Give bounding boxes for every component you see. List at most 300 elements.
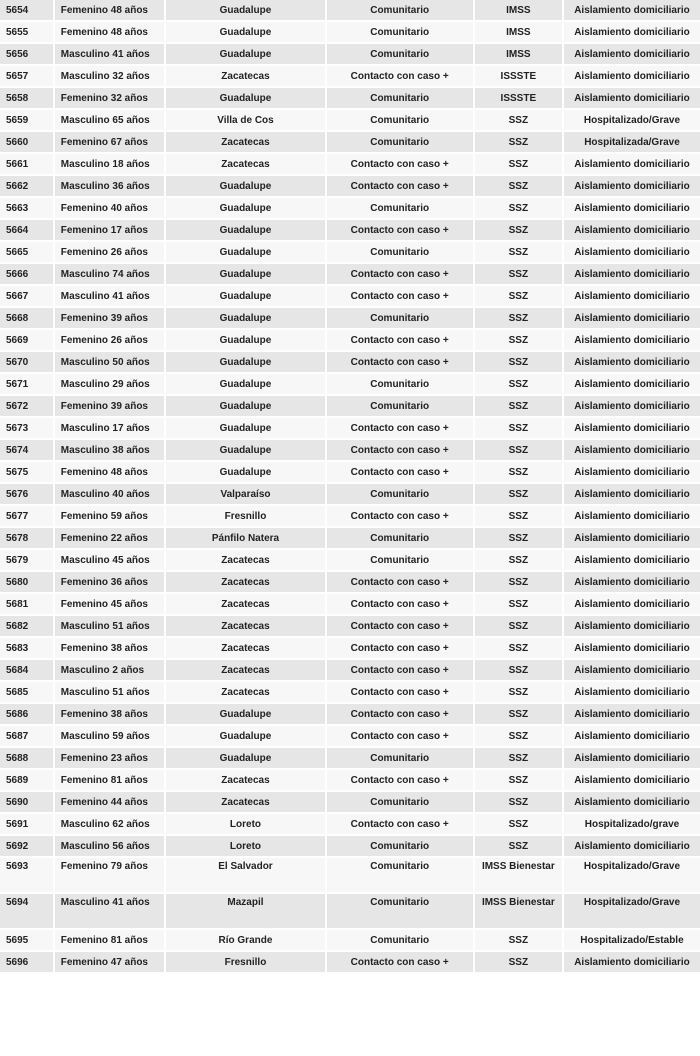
table-row (0, 616, 700, 636)
table-row (0, 286, 700, 306)
case-sex-age-cell: Femenino 23 años (55, 748, 165, 768)
case-id-cell: 5656 (0, 44, 53, 64)
contagion-source-cell: Comunitario (327, 550, 473, 570)
contagion-source-cell: Comunitario (327, 308, 473, 328)
municipality-cell: Zacatecas (166, 638, 324, 658)
contagion-source-cell: Comunitario (327, 396, 473, 416)
municipality-cell: Guadalupe (166, 726, 324, 746)
institution-cell: SSZ (475, 836, 562, 856)
table-row (0, 952, 700, 972)
case-id-cell: 5688 (0, 748, 53, 768)
table-row (0, 396, 700, 416)
table-row (0, 704, 700, 724)
institution-cell: SSZ (475, 352, 562, 372)
municipality-cell: Guadalupe (166, 352, 324, 372)
case-id-cell: 5686 (0, 704, 53, 724)
case-sex-age-cell: Masculino 32 años (55, 66, 165, 86)
contagion-source-cell: Contacto con caso + (327, 682, 473, 702)
institution-cell: SSZ (475, 462, 562, 482)
case-id-cell: 5687 (0, 726, 53, 746)
case-id-cell: 5657 (0, 66, 53, 86)
municipality-cell: Pánfilo Natera (166, 528, 324, 548)
case-sex-age-cell: Masculino 51 años (55, 616, 165, 636)
case-sex-age-cell: Masculino 29 años (55, 374, 165, 394)
contagion-source-cell: Contacto con caso + (327, 660, 473, 680)
institution-cell: SSZ (475, 660, 562, 680)
contagion-source-cell: Comunitario (327, 110, 473, 130)
case-sex-age-cell: Femenino 79 años (55, 858, 165, 892)
status-cell: Hospitalizado/Estable (564, 930, 700, 950)
case-sex-age-cell: Masculino 74 años (55, 264, 165, 284)
case-sex-age-cell: Femenino 39 años (55, 308, 165, 328)
case-id-cell: 5663 (0, 198, 53, 218)
table-row (0, 0, 700, 20)
municipality-cell: Zacatecas (166, 66, 324, 86)
institution-cell: ISSSTE (475, 88, 562, 108)
institution-cell: SSZ (475, 930, 562, 950)
case-id-cell: 5677 (0, 506, 53, 526)
contagion-source-cell: Contacto con caso + (327, 616, 473, 636)
case-id-cell: 5664 (0, 220, 53, 240)
municipality-cell: Zacatecas (166, 594, 324, 614)
table-row (0, 44, 700, 64)
municipality-cell: Fresnillo (166, 506, 324, 526)
case-id-cell: 5681 (0, 594, 53, 614)
contagion-source-cell: Comunitario (327, 44, 473, 64)
status-cell: Aislamiento domiciliario (564, 374, 700, 394)
contagion-source-cell: Comunitario (327, 374, 473, 394)
status-cell: Aislamiento domiciliario (564, 396, 700, 416)
table-row (0, 176, 700, 196)
case-sex-age-cell: Masculino 41 años (55, 894, 165, 928)
case-id-cell: 5668 (0, 308, 53, 328)
table-row (0, 220, 700, 240)
status-cell: Aislamiento domiciliario (564, 506, 700, 526)
case-id-cell: 5658 (0, 88, 53, 108)
case-id-cell: 5689 (0, 770, 53, 790)
institution-cell: SSZ (475, 396, 562, 416)
municipality-cell: Guadalupe (166, 418, 324, 438)
table-row (0, 572, 700, 592)
table-row (0, 484, 700, 504)
case-sex-age-cell: Masculino 45 años (55, 550, 165, 570)
institution-cell: SSZ (475, 814, 562, 834)
contagion-source-cell: Contacto con caso + (327, 440, 473, 460)
institution-cell: SSZ (475, 110, 562, 130)
table-row (0, 638, 700, 658)
case-id-cell: 5683 (0, 638, 53, 658)
status-cell: Aislamiento domiciliario (564, 220, 700, 240)
table-row (0, 198, 700, 218)
status-cell: Aislamiento domiciliario (564, 704, 700, 724)
municipality-cell: Zacatecas (166, 660, 324, 680)
status-cell: Hospitalizado/grave (564, 814, 700, 834)
case-sex-age-cell: Masculino 51 años (55, 682, 165, 702)
institution-cell: SSZ (475, 770, 562, 790)
case-sex-age-cell: Femenino 81 años (55, 770, 165, 790)
institution-cell: IMSS (475, 0, 562, 20)
municipality-cell: Zacatecas (166, 770, 324, 790)
municipality-cell: Guadalupe (166, 748, 324, 768)
municipality-cell: Zacatecas (166, 132, 324, 152)
institution-cell: IMSS Bienestar (475, 894, 562, 928)
status-cell: Aislamiento domiciliario (564, 154, 700, 174)
table-row (0, 154, 700, 174)
case-sex-age-cell: Masculino 62 años (55, 814, 165, 834)
table-row (0, 594, 700, 614)
institution-cell: SSZ (475, 440, 562, 460)
contagion-source-cell: Comunitario (327, 132, 473, 152)
contagion-source-cell: Comunitario (327, 858, 473, 892)
table-row (0, 682, 700, 702)
table-row (0, 550, 700, 570)
institution-cell: ISSSTE (475, 66, 562, 86)
case-id-cell: 5690 (0, 792, 53, 812)
institution-cell: SSZ (475, 176, 562, 196)
status-cell: Hospitalizada/Grave (564, 132, 700, 152)
table-row (0, 726, 700, 746)
institution-cell: SSZ (475, 132, 562, 152)
institution-cell: SSZ (475, 198, 562, 218)
institution-cell: SSZ (475, 726, 562, 746)
municipality-cell: Zacatecas (166, 572, 324, 592)
case-id-cell: 5660 (0, 132, 53, 152)
contagion-source-cell: Contacto con caso + (327, 220, 473, 240)
municipality-cell: Guadalupe (166, 220, 324, 240)
table-row (0, 110, 700, 130)
table-row (0, 352, 700, 372)
case-sex-age-cell: Masculino 41 años (55, 286, 165, 306)
contagion-source-cell: Comunitario (327, 528, 473, 548)
institution-cell: SSZ (475, 748, 562, 768)
municipality-cell: Fresnillo (166, 952, 324, 972)
case-id-cell: 5680 (0, 572, 53, 592)
municipality-cell: Guadalupe (166, 286, 324, 306)
contagion-source-cell: Comunitario (327, 0, 473, 20)
contagion-source-cell: Comunitario (327, 242, 473, 262)
contagion-source-cell: Contacto con caso + (327, 418, 473, 438)
institution-cell: SSZ (475, 264, 562, 284)
table-row (0, 308, 700, 328)
contagion-source-cell: Comunitario (327, 894, 473, 928)
status-cell: Hospitalizado/Grave (564, 110, 700, 130)
status-cell: Aislamiento domiciliario (564, 440, 700, 460)
case-sex-age-cell: Femenino 38 años (55, 638, 165, 658)
case-id-cell: 5684 (0, 660, 53, 680)
case-id-cell: 5694 (0, 894, 53, 928)
status-cell: Aislamiento domiciliario (564, 264, 700, 284)
status-cell: Aislamiento domiciliario (564, 0, 700, 20)
contagion-source-cell: Contacto con caso + (327, 176, 473, 196)
municipality-cell: Guadalupe (166, 44, 324, 64)
case-sex-age-cell: Femenino 32 años (55, 88, 165, 108)
contagion-source-cell: Contacto con caso + (327, 726, 473, 746)
status-cell: Aislamiento domiciliario (564, 462, 700, 482)
contagion-source-cell: Contacto con caso + (327, 952, 473, 972)
table-row (0, 748, 700, 768)
case-sex-age-cell: Femenino 45 años (55, 594, 165, 614)
institution-cell: SSZ (475, 572, 562, 592)
case-sex-age-cell: Femenino 38 años (55, 704, 165, 724)
table-row (0, 660, 700, 680)
case-sex-age-cell: Masculino 56 años (55, 836, 165, 856)
case-sex-age-cell: Femenino 22 años (55, 528, 165, 548)
case-id-cell: 5676 (0, 484, 53, 504)
contagion-source-cell: Comunitario (327, 22, 473, 42)
contagion-source-cell: Contacto con caso + (327, 264, 473, 284)
municipality-cell: Guadalupe (166, 704, 324, 724)
case-sex-age-cell: Masculino 36 años (55, 176, 165, 196)
case-id-cell: 5675 (0, 462, 53, 482)
status-cell: Aislamiento domiciliario (564, 418, 700, 438)
table-row (0, 66, 700, 86)
table-row (0, 528, 700, 548)
table-row (0, 440, 700, 460)
institution-cell: SSZ (475, 616, 562, 636)
status-cell: Aislamiento domiciliario (564, 836, 700, 856)
municipality-cell: Villa de Cos (166, 110, 324, 130)
municipality-cell: Zacatecas (166, 792, 324, 812)
case-sex-age-cell: Femenino 59 años (55, 506, 165, 526)
municipality-cell: Guadalupe (166, 462, 324, 482)
institution-cell: SSZ (475, 952, 562, 972)
case-id-cell: 5667 (0, 286, 53, 306)
contagion-source-cell: Comunitario (327, 930, 473, 950)
table-row (0, 330, 700, 350)
case-id-cell: 5670 (0, 352, 53, 372)
status-cell: Aislamiento domiciliario (564, 528, 700, 548)
status-cell: Aislamiento domiciliario (564, 88, 700, 108)
case-sex-age-cell: Femenino 26 años (55, 242, 165, 262)
institution-cell: SSZ (475, 374, 562, 394)
case-id-cell: 5678 (0, 528, 53, 548)
contagion-source-cell: Contacto con caso + (327, 704, 473, 724)
status-cell: Aislamiento domiciliario (564, 770, 700, 790)
case-id-cell: 5682 (0, 616, 53, 636)
case-id-cell: 5672 (0, 396, 53, 416)
status-cell: Aislamiento domiciliario (564, 660, 700, 680)
contagion-source-cell: Contacto con caso + (327, 352, 473, 372)
case-id-cell: 5669 (0, 330, 53, 350)
case-sex-age-cell: Masculino 2 años (55, 660, 165, 680)
case-sex-age-cell: Masculino 41 años (55, 44, 165, 64)
case-id-cell: 5695 (0, 930, 53, 950)
table-row (0, 242, 700, 262)
case-id-cell: 5674 (0, 440, 53, 460)
case-sex-age-cell: Femenino 17 años (55, 220, 165, 240)
status-cell: Aislamiento domiciliario (564, 286, 700, 306)
contagion-source-cell: Comunitario (327, 792, 473, 812)
table-row (0, 264, 700, 284)
case-sex-age-cell: Femenino 26 años (55, 330, 165, 350)
case-sex-age-cell: Femenino 48 años (55, 0, 165, 20)
status-cell: Aislamiento domiciliario (564, 616, 700, 636)
municipality-cell: Zacatecas (166, 682, 324, 702)
municipality-cell: Zacatecas (166, 616, 324, 636)
table-row (0, 374, 700, 394)
contagion-source-cell: Contacto con caso + (327, 770, 473, 790)
institution-cell: SSZ (475, 484, 562, 504)
case-id-cell: 5685 (0, 682, 53, 702)
municipality-cell: Mazapil (166, 894, 324, 928)
institution-cell: SSZ (475, 704, 562, 724)
status-cell: Aislamiento domiciliario (564, 726, 700, 746)
municipality-cell: Zacatecas (166, 154, 324, 174)
contagion-source-cell: Comunitario (327, 88, 473, 108)
status-cell: Aislamiento domiciliario (564, 572, 700, 592)
case-id-cell: 5654 (0, 0, 53, 20)
case-sex-age-cell: Masculino 18 años (55, 154, 165, 174)
municipality-cell: Guadalupe (166, 264, 324, 284)
case-id-cell: 5692 (0, 836, 53, 856)
case-sex-age-cell: Femenino 67 años (55, 132, 165, 152)
status-cell: Aislamiento domiciliario (564, 594, 700, 614)
contagion-source-cell: Contacto con caso + (327, 66, 473, 86)
contagion-source-cell: Contacto con caso + (327, 594, 473, 614)
status-cell: Hospitalizado/Grave (564, 894, 700, 928)
case-sex-age-cell: Masculino 50 años (55, 352, 165, 372)
table-row (0, 506, 700, 526)
contagion-source-cell: Comunitario (327, 836, 473, 856)
municipality-cell: Río Grande (166, 930, 324, 950)
contagion-source-cell: Contacto con caso + (327, 638, 473, 658)
case-id-cell: 5666 (0, 264, 53, 284)
status-cell: Aislamiento domiciliario (564, 792, 700, 812)
municipality-cell: Guadalupe (166, 330, 324, 350)
institution-cell: SSZ (475, 242, 562, 262)
contagion-source-cell: Contacto con caso + (327, 572, 473, 592)
institution-cell: IMSS Bienestar (475, 858, 562, 892)
institution-cell: SSZ (475, 638, 562, 658)
institution-cell: IMSS (475, 22, 562, 42)
case-sex-age-cell: Masculino 65 años (55, 110, 165, 130)
institution-cell: IMSS (475, 44, 562, 64)
contagion-source-cell: Contacto con caso + (327, 814, 473, 834)
status-cell: Aislamiento domiciliario (564, 308, 700, 328)
institution-cell: SSZ (475, 418, 562, 438)
status-cell: Hospitalizado/Grave (564, 858, 700, 892)
table-row (0, 770, 700, 790)
case-sex-age-cell: Femenino 47 años (55, 952, 165, 972)
institution-cell: SSZ (475, 550, 562, 570)
case-sex-age-cell: Femenino 48 años (55, 22, 165, 42)
case-sex-age-cell: Masculino 38 años (55, 440, 165, 460)
status-cell: Aislamiento domiciliario (564, 198, 700, 218)
contagion-source-cell: Comunitario (327, 748, 473, 768)
case-sex-age-cell: Masculino 59 años (55, 726, 165, 746)
municipality-cell: Guadalupe (166, 88, 324, 108)
table-row (0, 858, 700, 892)
case-id-cell: 5655 (0, 22, 53, 42)
municipality-cell: Guadalupe (166, 242, 324, 262)
table-row (0, 930, 700, 950)
case-id-cell: 5693 (0, 858, 53, 892)
case-id-cell: 5671 (0, 374, 53, 394)
institution-cell: SSZ (475, 528, 562, 548)
contagion-source-cell: Contacto con caso + (327, 286, 473, 306)
status-cell: Aislamiento domiciliario (564, 176, 700, 196)
case-sex-age-cell: Masculino 17 años (55, 418, 165, 438)
case-sex-age-cell: Femenino 44 años (55, 792, 165, 812)
municipality-cell: Guadalupe (166, 0, 324, 20)
municipality-cell: Zacatecas (166, 550, 324, 570)
institution-cell: SSZ (475, 220, 562, 240)
case-sex-age-cell: Femenino 36 años (55, 572, 165, 592)
institution-cell: SSZ (475, 594, 562, 614)
case-sex-age-cell: Femenino 48 años (55, 462, 165, 482)
institution-cell: SSZ (475, 330, 562, 350)
institution-cell: SSZ (475, 506, 562, 526)
institution-cell: SSZ (475, 792, 562, 812)
institution-cell: SSZ (475, 308, 562, 328)
case-sex-age-cell: Femenino 81 años (55, 930, 165, 950)
table-row (0, 418, 700, 438)
status-cell: Aislamiento domiciliario (564, 66, 700, 86)
municipality-cell: Guadalupe (166, 308, 324, 328)
municipality-cell: El Salvador (166, 858, 324, 892)
table-row (0, 132, 700, 152)
municipality-cell: Loreto (166, 836, 324, 856)
status-cell: Aislamiento domiciliario (564, 638, 700, 658)
municipality-cell: Guadalupe (166, 440, 324, 460)
contagion-source-cell: Contacto con caso + (327, 154, 473, 174)
municipality-cell: Valparaíso (166, 484, 324, 504)
municipality-cell: Guadalupe (166, 176, 324, 196)
table-row (0, 836, 700, 856)
contagion-source-cell: Contacto con caso + (327, 330, 473, 350)
contagion-source-cell: Comunitario (327, 198, 473, 218)
institution-cell: SSZ (475, 154, 562, 174)
table-row (0, 792, 700, 812)
case-id-cell: 5673 (0, 418, 53, 438)
status-cell: Aislamiento domiciliario (564, 22, 700, 42)
case-id-cell: 5665 (0, 242, 53, 262)
table-row (0, 22, 700, 42)
contagion-source-cell: Comunitario (327, 484, 473, 504)
case-id-cell: 5679 (0, 550, 53, 570)
case-id-cell: 5661 (0, 154, 53, 174)
contagion-source-cell: Contacto con caso + (327, 462, 473, 482)
case-sex-age-cell: Femenino 40 años (55, 198, 165, 218)
case-sex-age-cell: Masculino 40 años (55, 484, 165, 504)
municipality-cell: Guadalupe (166, 396, 324, 416)
status-cell: Aislamiento domiciliario (564, 44, 700, 64)
status-cell: Aislamiento domiciliario (564, 748, 700, 768)
case-sex-age-cell: Femenino 39 años (55, 396, 165, 416)
table-row (0, 88, 700, 108)
table-row (0, 462, 700, 482)
institution-cell: SSZ (475, 682, 562, 702)
status-cell: Aislamiento domiciliario (564, 330, 700, 350)
table-row (0, 894, 700, 928)
status-cell: Aislamiento domiciliario (564, 550, 700, 570)
status-cell: Aislamiento domiciliario (564, 352, 700, 372)
municipality-cell: Loreto (166, 814, 324, 834)
institution-cell: SSZ (475, 286, 562, 306)
status-cell: Aislamiento domiciliario (564, 484, 700, 504)
case-id-cell: 5659 (0, 110, 53, 130)
case-id-cell: 5696 (0, 952, 53, 972)
case-id-cell: 5691 (0, 814, 53, 834)
contagion-source-cell: Contacto con caso + (327, 506, 473, 526)
status-cell: Aislamiento domiciliario (564, 682, 700, 702)
status-cell: Aislamiento domiciliario (564, 952, 700, 972)
municipality-cell: Guadalupe (166, 374, 324, 394)
municipality-cell: Guadalupe (166, 198, 324, 218)
municipality-cell: Guadalupe (166, 22, 324, 42)
case-id-cell: 5662 (0, 176, 53, 196)
table-row (0, 814, 700, 834)
